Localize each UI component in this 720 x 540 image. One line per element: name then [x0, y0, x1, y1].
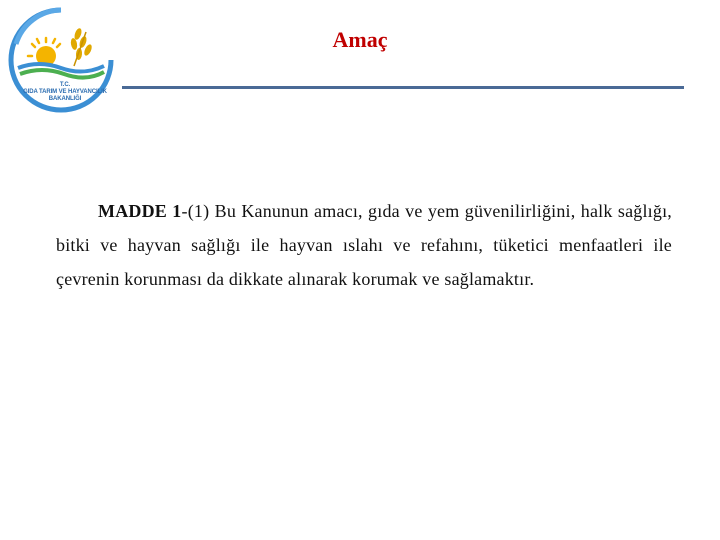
page-title: Amaç — [332, 27, 388, 52]
article-text: -(1) Bu Kanunun amacı, gıda ve yem güvenilirliğini, halk sağlığı, bitki ve hayvan sağlığı ile hayvan ıslahı ve refahını, tüketici menfaatleri ile çevrenin korunması da dikkate alınarak korumak ve sağlamaktır. — [56, 201, 672, 289]
ministry-logo — [4, 4, 118, 116]
ministry-name — [8, 82, 122, 103]
title-divider — [122, 86, 684, 89]
ministry-line-bakanlik: BAKANLIĞI — [48, 96, 82, 102]
ministry-line-tc: T.C. — [59, 82, 71, 88]
ministry-line-name: GIDA TARIM VE HAYVANCILIK — [23, 89, 107, 95]
article-paragraph — [56, 194, 672, 296]
article-label: MADDE 1 — [98, 201, 182, 221]
